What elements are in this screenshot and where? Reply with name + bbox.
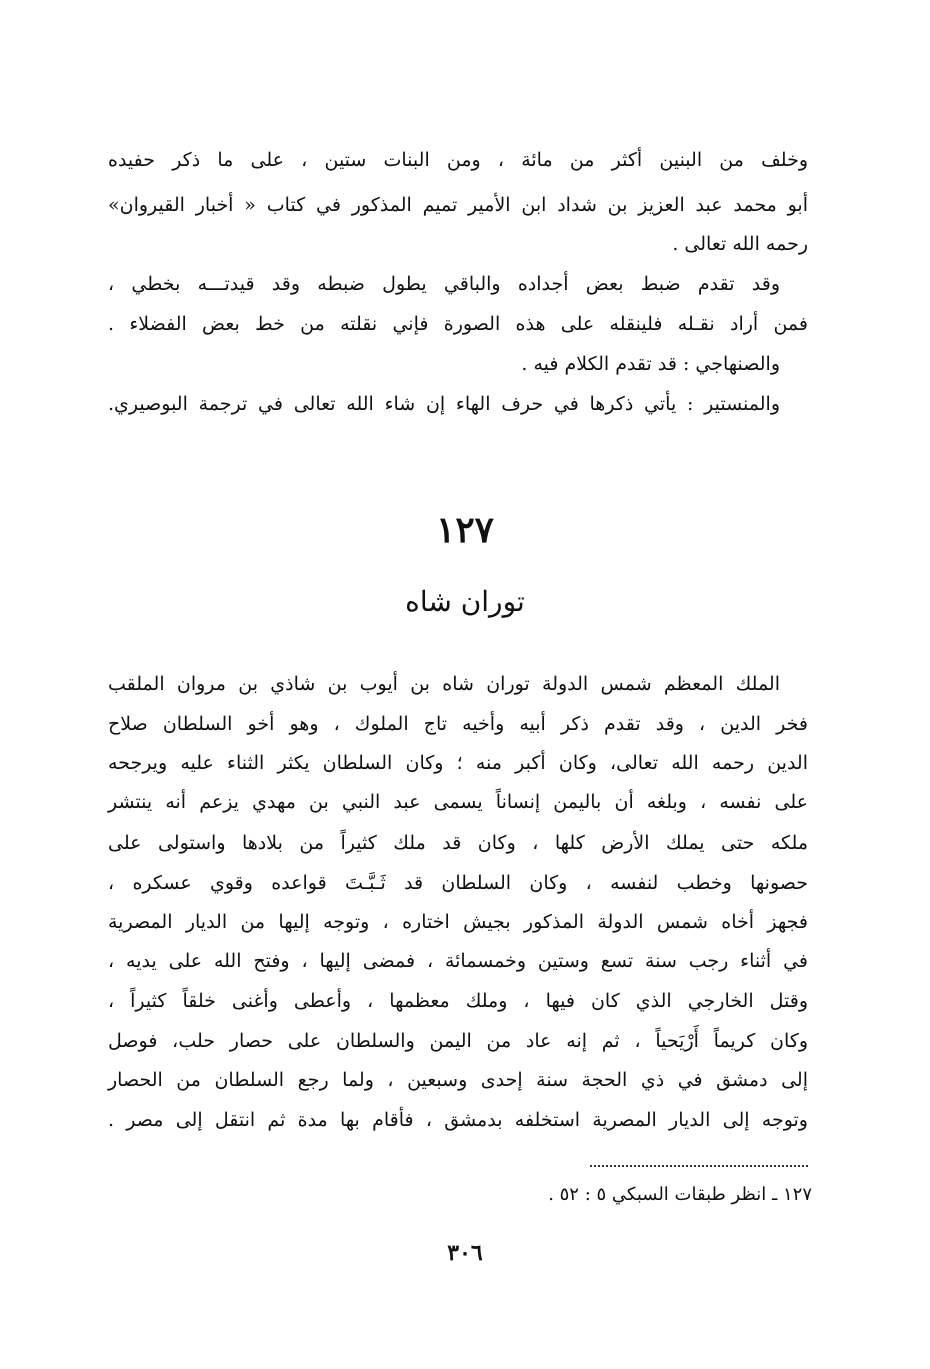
text-line: في أثناء رجب سنة تسع وستين وخمسمائة ، فمضى إليها ، وفتح الله على يديه ، <box>108 950 808 972</box>
text-line: والصنهاجي : قد تقدم الكلام فيه . <box>521 353 780 375</box>
text-line: فمن أراد نقـله فلينقله على هذه الصورة فإني نقلته من خط بعض الفضلاء . <box>108 313 808 335</box>
text-line: الملك المعظم شمس الدولة توران شاه بن أيوب بن شاذي بن مروان الملقب <box>108 673 780 695</box>
text-line: وكان كريماً أَرْيَحياً ، ثم إنه عاد من اليمن والسلطان على حصار حلب، فوصل <box>108 1030 808 1052</box>
text-line: على نفسه ، وبلغه أن باليمن إنساناً يسمى عبد النبي بن مهدي يزعم أنه ينتشر <box>108 791 808 813</box>
entry-number: ١٢٧ <box>435 509 494 551</box>
entry-title: توران شاه <box>405 585 525 618</box>
text-line: وتوجه إلى الديار المصرية استخلفه بدمشق ، فأقام بها مدة ثم انتقل إلى مصر . <box>108 1109 808 1131</box>
text-line: أبو محمد عبد العزيز بن شداد ابن الأمير تميم المذكور في كتاب « أخبار القيروان» <box>108 194 808 216</box>
text-line: حصونها وخطب لنفسه ، وكان السلطان قد ثَـبَّـتَ قواعده وقوي عسكره ، <box>108 872 808 894</box>
footnote-divider <box>590 1165 808 1167</box>
text-line: رحمه الله تعالى . <box>672 233 808 255</box>
text-line: وخلف من البنين أكثر من مائة ، ومن البنات ستين ، على ما ذكر حفيده <box>108 149 808 171</box>
footnote: ١٢٧ ـ انظر طبقات السبكي ٥ : ٥٢ . <box>548 1184 812 1205</box>
page-number: ٣٠٦ <box>447 1240 483 1266</box>
text-line: ملكه حتى يملك الأرض كلها ، وكان قد ملك كثيراً من بلادها واستولى على <box>108 832 808 854</box>
text-line: وقتل الخارجي الذي كان فيها ، وملك معظمها ، وأعطى وأغنى خلقاً كثيراً ، <box>108 990 808 1012</box>
text-line: فجهز أخاه شمس الدولة المذكور بجيش اختاره ، وتوجه إليها من الديار المصرية <box>108 911 808 933</box>
text-line: فخر الدين ، وقد تقدم ذكر أبيه وأخيه تاج الملوك ، وهو أخو السلطان صلاح <box>108 713 808 735</box>
text-line: إلى دمشق في ذي الحجة سنة إحدى وسبعين ، ولما رجع السلطان من الحصار <box>108 1069 808 1091</box>
text-line: وقد تقدم ضبط بعض أجداده والباقي يطول ضبطه وقد قيدتـــه بخطي ، <box>108 273 780 295</box>
text-line: والمنستير : يأتي ذكرها في حرف الهاء إن شاء الله تعالى في ترجمة البوصيري. <box>108 393 780 415</box>
text-line: الدين رحمه الله تعالى، وكان أكبر منه ؛ وكان السلطان يكثر الثناء عليه ويرجحه <box>108 752 808 774</box>
